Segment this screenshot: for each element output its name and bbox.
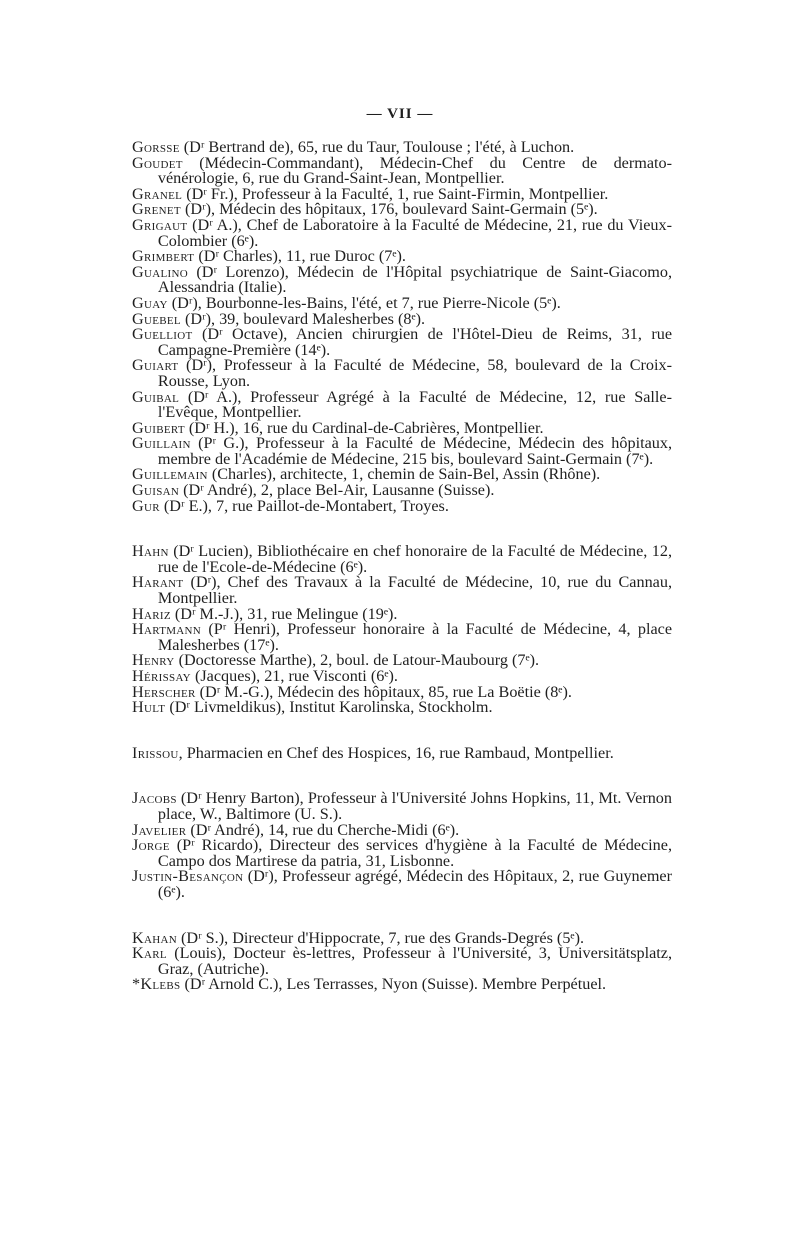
entry-details: (Pʳ G.), Professeur à la Faculté de Médecine, Médecin des hôpitaux, membre de l'Académie de Médecine, 215 bis, boulevard Saint-Germain (7ᵉ). bbox=[157, 434, 672, 468]
entry-name: Gorsse bbox=[132, 138, 180, 156]
entry-name: Henry bbox=[132, 651, 175, 670]
entry-details: (Dʳ Fr.), Professeur à la Faculté, 1, rue Saint-Firmin, Montpellier. bbox=[182, 184, 609, 203]
directory-entry bbox=[132, 327, 672, 358]
entry-details: (Dʳ), Professeur agrégé, Médecin des Hôpitaux, 2, rue Guynemer (6ᵉ). bbox=[157, 867, 672, 901]
entry-name: Hérissay bbox=[132, 667, 191, 685]
member-list bbox=[132, 140, 672, 993]
entry-name: Karl bbox=[132, 944, 167, 963]
entry-details: (Dʳ André), 2, place Bel-Air, Lausanne (Suisse). bbox=[179, 481, 495, 500]
letter-group bbox=[132, 791, 672, 900]
letter-group bbox=[132, 544, 672, 716]
entry-name: Guay bbox=[132, 293, 168, 312]
directory-entry bbox=[132, 262, 672, 297]
directory-entry bbox=[132, 436, 672, 467]
entry-name: Guillain bbox=[132, 434, 191, 453]
entry-name: Kahan bbox=[132, 928, 177, 947]
entry-details: (Dʳ E.), 7, rue Paillot-de-Montabert, Troyes. bbox=[159, 496, 449, 515]
entry-name: Grimbert bbox=[132, 247, 195, 266]
entry-details: (Dʳ Charles), 11, rue Duroc (7ᵉ). bbox=[194, 247, 406, 266]
entry-name: Guibal bbox=[132, 387, 180, 406]
entry-name: Irissou bbox=[132, 743, 179, 762]
entry-name: Guillemain bbox=[132, 465, 208, 484]
entry-details: (Dʳ H.), 16, rue du Cardinal-de-Cabrières, Montpellier. bbox=[184, 418, 544, 437]
entry-name: Guisan bbox=[132, 481, 180, 500]
directory-entry bbox=[132, 743, 672, 762]
entry-details: (Dʳ M.-J.), 31, rue Melingue (19ᵉ). bbox=[170, 604, 398, 623]
directory-entry bbox=[132, 575, 672, 606]
directory-entry bbox=[132, 496, 672, 515]
directory-entry bbox=[132, 791, 672, 822]
entry-details: , Pharmacien en Chef des Hospices, 16, rue Rambaud, Montpellier. bbox=[178, 743, 614, 762]
entry-details: (Charles), architecte, 1, chemin de Sain-Bel, Assin (Rhône). bbox=[207, 465, 601, 484]
entry-details: (Dʳ S.), Directeur d'Hippocrate, 7, rue des Grands-Degrés (5ᵉ). bbox=[176, 928, 585, 947]
entry-name: Justin-Besançon bbox=[132, 867, 244, 886]
entry-details: (Dʳ), Bourbonne-les-Bains, l'été, et 7, rue Pierre-Nicole (5ᵉ). bbox=[167, 293, 561, 312]
entry-details: (Dʳ), Professeur à la Faculté de Médecine, 58, boulevard de la Croix-Rousse, Lyon. bbox=[157, 356, 672, 390]
entry-details: (Dʳ M.-G.), Médecin des hôpitaux, 85, rue La Boëtie (8ᵉ). bbox=[195, 682, 572, 701]
directory-entry bbox=[132, 387, 672, 422]
entry-name: Guebel bbox=[132, 309, 181, 328]
entry-details: (Dʳ), Médecin des hôpitaux, 176, boulevard Saint-Germain (5ᵉ). bbox=[180, 200, 598, 219]
entry-details: (Dʳ Bertrand de), 65, rue du Taur, Toulouse ; l'été, à Luchon. bbox=[179, 138, 575, 156]
directory-entry bbox=[132, 622, 672, 653]
page-number: — VII — bbox=[366, 106, 434, 122]
entry-details: (Dʳ A.), Chef de Laboratoire à la Faculté de Médecine, 21, rue du Vieux-Colombier (6ᵉ). bbox=[157, 215, 672, 250]
entry-name: Goudet bbox=[132, 153, 183, 172]
directory-entry bbox=[132, 869, 672, 900]
entry-name: Guibert bbox=[132, 418, 185, 437]
entry-details: (Dʳ Octave), Ancien chirurgien de l'Hôtel-Dieu de Reims, 31, rue Campagne-Première (14ᵉ). bbox=[157, 325, 672, 359]
directory-entry bbox=[132, 977, 672, 993]
entry-name: Harant bbox=[132, 573, 184, 592]
entry-name: Grigaut bbox=[132, 215, 188, 234]
entry-name: Grenet bbox=[132, 200, 181, 219]
entry-name: Javelier bbox=[132, 820, 187, 839]
directory-entry bbox=[132, 700, 672, 716]
directory-entry bbox=[132, 215, 672, 250]
entry-name: *Klebs bbox=[132, 975, 181, 994]
entry-name: Gur bbox=[132, 496, 160, 515]
entry-details: (Dʳ Lorenzo), Médecin de l'Hôpital psychiatrique de Saint-Giacomo, Alessandria (Italie). bbox=[157, 262, 672, 297]
entry-name: Hahn bbox=[132, 542, 169, 561]
directory-entry bbox=[132, 946, 672, 977]
directory-entry bbox=[132, 838, 672, 869]
entry-details: (Dʳ Livmeldikus), Institut Karolinska, Stockholm. bbox=[165, 698, 493, 717]
entry-details: (Doctoresse Marthe), 2, boul. de Latour-Maubourg (7ᵉ). bbox=[174, 651, 540, 670]
entry-name: Granel bbox=[132, 184, 183, 203]
entry-name: Hartmann bbox=[132, 620, 202, 639]
entry-name: Guelliot bbox=[132, 325, 193, 344]
letter-group bbox=[132, 140, 672, 514]
entry-details: (Dʳ), Chef des Travaux à la Faculté de Médecine, 10, rue du Cannau, Montpellier. bbox=[157, 573, 672, 608]
entry-details: (Jacques), 21, rue Visconti (6ᵉ). bbox=[190, 667, 398, 685]
entry-name: Hult bbox=[132, 698, 166, 717]
entry-details: (Dʳ Arnold C.), Les Terrasses, Nyon (Suisse). Membre Perpétuel. bbox=[180, 975, 607, 994]
entry-name: Jorge bbox=[132, 836, 170, 855]
letter-group bbox=[132, 928, 672, 994]
entry-details: (Dʳ Henry Barton), Professeur à l'Université Johns Hopkins, 11, Mt. Vernon place, W., Baltimore (U. S.). bbox=[157, 789, 672, 823]
entry-details: (Louis), Docteur ès-lettres, Professeur à l'Université, 3, Universitätsplatz, Graz, (Autriche). bbox=[157, 944, 672, 978]
entry-details: (Dʳ Lucien), Bibliothécaire en chef honoraire de la Faculté de Médecine, 12, rue de l'Ecole-de-Médecine (6ᵉ). bbox=[157, 542, 672, 576]
entry-name: Gualino bbox=[132, 262, 188, 281]
entry-details: (Dʳ A.), Professeur Agrégé à la Faculté de Médecine, 12, rue Salle-l'Evêque, Montpellier. bbox=[157, 387, 672, 422]
entry-details: (Pʳ Henri), Professeur honoraire à la Faculté de Médecine, 4, place Malesherbes (17ᵉ). bbox=[157, 620, 672, 654]
directory-entry bbox=[132, 544, 672, 575]
entry-name: Herscher bbox=[132, 682, 196, 701]
entry-name: Hariz bbox=[132, 604, 171, 623]
entry-details: (Dʳ), 39, boulevard Malesherbes (8ᵉ). bbox=[180, 309, 426, 328]
entry-details: (Médecin-Commandant), Médecin-Chef du Centre de dermato-vénérologie, 6, rue du Grand-Saint-Jean, Montpellier. bbox=[157, 153, 672, 188]
entry-details: (Pʳ Ricardo), Directeur des services d'hygiène à la Faculté de Médecine, Campo dos Martirese da patria, 31, Lisbonne. bbox=[157, 836, 672, 870]
entry-details: (Dʳ André), 14, rue du Cherche-Midi (6ᵉ). bbox=[186, 820, 460, 839]
entry-name: Guiart bbox=[132, 356, 179, 375]
directory-entry bbox=[132, 358, 672, 389]
letter-group bbox=[132, 743, 672, 762]
directory-entry bbox=[132, 153, 672, 188]
entry-name: Jacobs bbox=[132, 789, 177, 808]
